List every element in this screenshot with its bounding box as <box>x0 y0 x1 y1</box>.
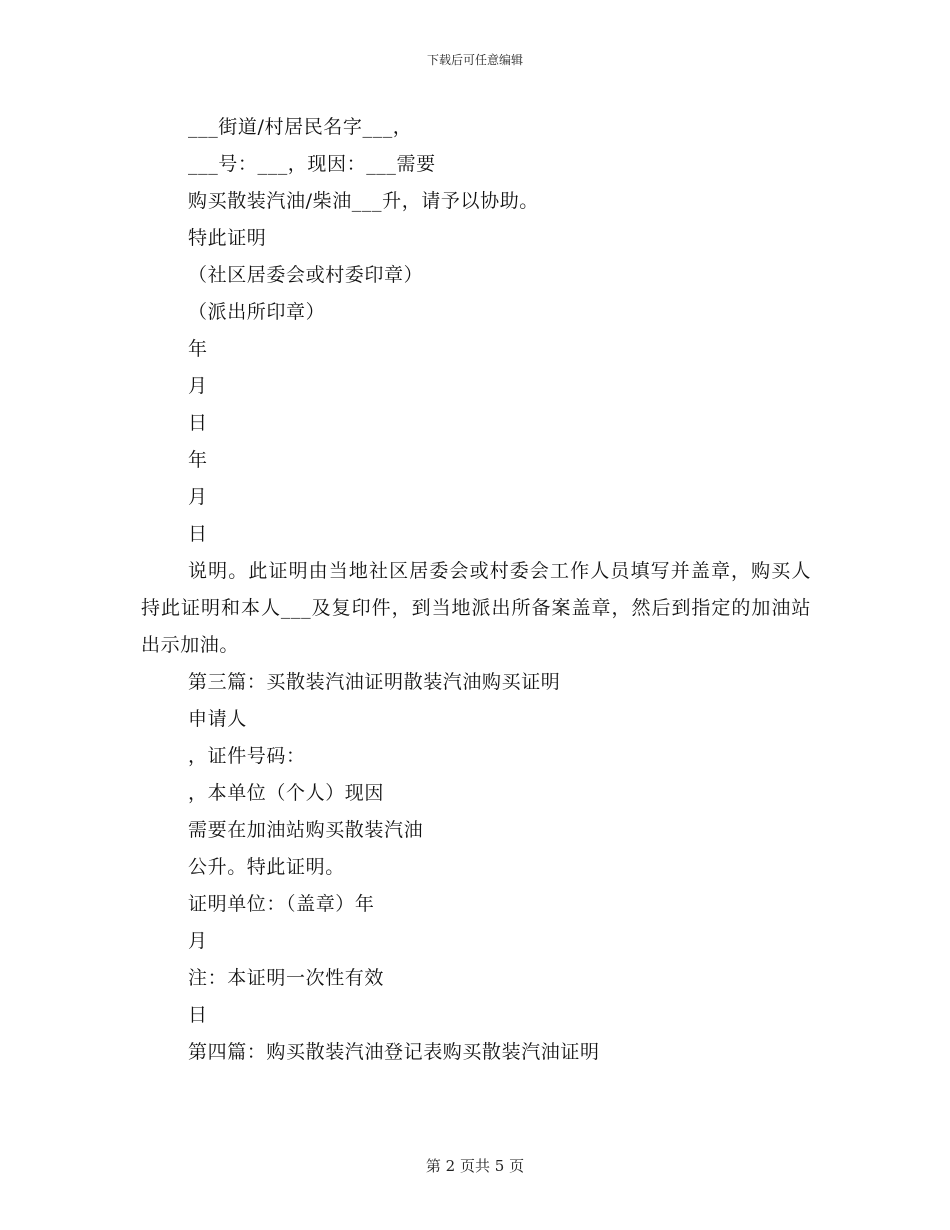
page-number: 第 2 页共 5 页 <box>425 1157 525 1175</box>
text-line: 年 <box>188 338 208 360</box>
text-line: 月 <box>188 930 208 952</box>
text-line: 需要在加油站购买散装汽油 <box>188 819 424 841</box>
text-line: 公升。特此证明。 <box>188 856 345 878</box>
text-line: ___号：___，现因：___需要 <box>188 153 436 175</box>
text-line: ，证件号码： <box>188 745 306 767</box>
text-line: 日 <box>188 1004 208 1026</box>
document-body <box>141 109 811 1071</box>
text-line: ___街道/村居民名字___， <box>188 116 413 138</box>
text-line: 购买散装汽油/柴油___升，请予以协助。 <box>188 190 539 212</box>
text-line: 注：本证明一次性有效 <box>188 967 385 989</box>
section-three-title: 第三篇：买散装汽油证明散装汽油购买证明 <box>188 671 561 693</box>
text-line: （派出所印章） <box>188 301 326 323</box>
text-line: 申请人 <box>188 708 247 730</box>
text-line: 证明单位：（盖章）年 <box>188 893 375 915</box>
text-line: 月 <box>188 486 208 508</box>
page-header: 下载后可任意编辑 <box>426 53 523 67</box>
text-line: 年 <box>188 449 208 471</box>
section-four-title: 第四篇：购买散装汽油登记表购买散装汽油证明 <box>188 1041 600 1063</box>
text-line: 日 <box>188 412 208 434</box>
text-line: （社区居委会或村委印章） <box>188 264 424 286</box>
explanation-paragraph: 说明。此证明由当地社区居委会或村委会工作人员填写并盖章，购买人持此证明和本人___及复印件，到当地派出所备案盖章，然后到指定的加油站出示加油。 <box>141 560 811 656</box>
text-line: 特此证明 <box>188 227 267 249</box>
text-line: 日 <box>188 523 208 545</box>
text-line: 月 <box>188 375 208 397</box>
text-line: ，本单位（个人）现因 <box>188 782 385 804</box>
